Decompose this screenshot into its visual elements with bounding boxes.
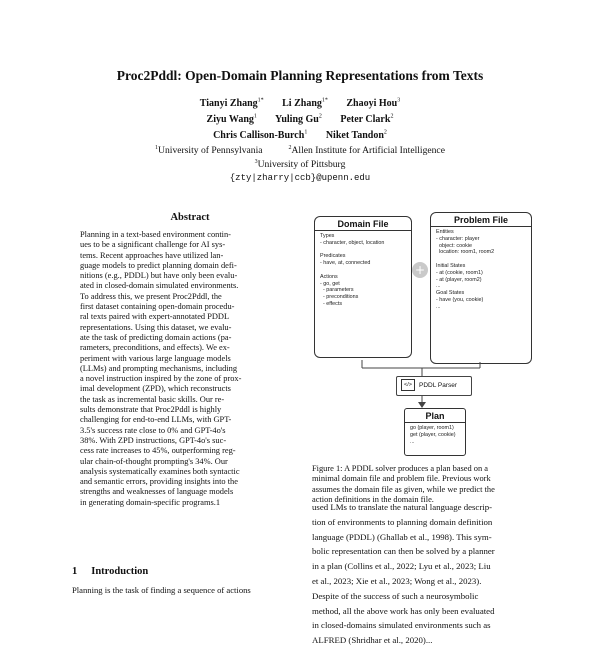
affiliation-sup: 3 xyxy=(254,158,258,165)
author-sup: 1 xyxy=(253,113,257,120)
abstract-line: imal development (ZPD), which reconstructs xyxy=(80,384,231,394)
abstract-line: periment with various large language models xyxy=(80,353,231,363)
abstract-line: challenging for end-to-end LLMs, with GPT- xyxy=(80,415,232,425)
abstract-line: nitions (e.g., PDDL) but have only been evalu- xyxy=(80,271,238,281)
affiliation-2: Allen Institute for Artificial Intelligence xyxy=(291,145,445,156)
abstract-line: analysis systematically examines both syntactic xyxy=(80,466,240,476)
body-line: bolic representation can then be solved by a planner xyxy=(312,546,495,557)
author-name: Tianyi Zhang xyxy=(199,98,258,109)
affiliation-sup: 2 xyxy=(288,144,292,151)
abstract-line: first dataset containing open-domain procedu- xyxy=(80,302,235,312)
authors-row-2 xyxy=(0,114,600,125)
abstract-line: Planning in a text-based environment contin- xyxy=(80,230,231,239)
author-name: Li Zhang xyxy=(282,98,322,109)
problem-file-content: Entities - character: player object: cookie location: room1, room2 Initial States - at (cookie, room1) - at (player, room2) ... Goal States - have (you, cookie) ... xyxy=(436,229,495,310)
plan-title: Plan xyxy=(405,409,465,423)
abstract-line: and semantic errors, providing insights into the xyxy=(80,477,238,487)
body-line: in a plan (Collins et al., 2022; Lyu et al., 2023; Liu xyxy=(312,561,491,572)
abstract-line: rameters, preconditions, and effects). We ex- xyxy=(80,343,230,353)
abstract-line: (LLMs) and prompting mechanisms, including xyxy=(80,363,238,373)
abstract-line: representations. Using this dataset, we evalu- xyxy=(80,322,232,332)
plan-box xyxy=(404,408,466,456)
body-line: language (PDDL) (Ghallab et al., 1998). This sym- xyxy=(312,531,492,542)
author-sup: 1* xyxy=(257,97,264,104)
affiliations-row-1 xyxy=(0,145,600,156)
author-sup: 1 xyxy=(304,129,308,136)
affiliation-3: University of Pittsburg xyxy=(257,159,346,170)
affiliations-row-2 xyxy=(0,159,600,170)
abstract-line: guage models to predict planning domain defi- xyxy=(80,260,237,270)
intro-heading xyxy=(72,566,148,577)
email: {zty|zharry|ccb}@upenn.edu xyxy=(229,173,371,183)
author-name: Yuling Gu xyxy=(275,114,319,125)
body-line: ALFRED (Shridhar et al., 2020)... xyxy=(312,635,433,646)
abstract-line: sults demonstrate that Proc2Pddl is highly xyxy=(80,405,222,415)
domain-file-content: Types - character, object, location Predicates - have, at, connected Actions - go, get - parameters - preconditions - effects xyxy=(320,233,385,307)
author-sup: 3 xyxy=(397,97,401,104)
caption-line: minimal domain file and problem file. Previous work xyxy=(312,474,491,484)
body-line: in closed-domains simulated environments such as xyxy=(312,620,491,631)
pddl-parser xyxy=(396,376,472,396)
domain-file-title: Domain File xyxy=(315,217,411,231)
body-line: method, all the above work has only been evaluated xyxy=(312,605,495,616)
abstract-line: 3.5's success rate close to 0% and GPT-4o's xyxy=(80,425,226,435)
abstract-line: the task as incremental basic skills. Our re- xyxy=(80,394,225,404)
author-name: Niket Tandon xyxy=(325,130,384,141)
caption-line: action definitions in the domain file. xyxy=(312,494,434,504)
plus-icon: + xyxy=(412,262,428,278)
author-name: Ziyu Wang xyxy=(206,114,254,125)
abstract-line: tems. Recent approaches have utilized lan- xyxy=(80,250,224,260)
author-sup: 2 xyxy=(390,113,394,120)
abstract-line: in generating domain-specific programs.1 xyxy=(80,497,221,507)
affiliation-1: University of Pennsylvania xyxy=(158,145,263,156)
body-line: Despite of the success of such a neurosymbolic xyxy=(312,590,479,601)
abstract-line: cess rate increases to 45%, outperforming reg- xyxy=(80,446,236,456)
author-name: Chris Callison-Burch xyxy=(213,130,305,141)
plan-content: go (player, room1) get (player, cookie) ... xyxy=(410,425,456,445)
abstract-line: To address this, we present Proc2Pddl, the xyxy=(80,291,222,301)
code-icon: </> xyxy=(401,379,415,391)
abstract-line: ues to be a significant challenge for AI sys- xyxy=(80,240,226,250)
author-name: Zhaoyi Hou xyxy=(346,98,398,109)
author-name: Peter Clark xyxy=(340,114,391,125)
caption-line: Figure 1: A PDDL solver produces a plan based on a xyxy=(312,464,488,473)
body-line: used LMs to translate the natural language descrip- xyxy=(312,502,493,512)
figure-1 xyxy=(312,212,534,457)
author-sup: 2 xyxy=(318,113,322,120)
problem-file-title: Problem File xyxy=(431,213,531,227)
author-sup: 1* xyxy=(321,97,328,104)
abstract-line: 38%. With ZPD instructions, GPT-4o's suc- xyxy=(80,435,227,445)
abstract-line: ate the task of predicting domain actions (pa- xyxy=(80,332,232,342)
author-sup: 2 xyxy=(383,129,387,136)
section-number: 1 xyxy=(72,566,78,577)
figure-caption xyxy=(312,464,534,505)
affiliation-sup: 1 xyxy=(155,144,159,151)
body-line: et al., 2023; Xie et al., 2023; Wong et al., 2023). xyxy=(312,575,482,586)
abstract-line: a novel instruction inspired by the zone of prox- xyxy=(80,374,242,384)
body-line: tion of environments to planning domain definition xyxy=(312,516,493,527)
abstract-line: strengths and weaknesses of language models xyxy=(80,487,234,497)
paper-title: Proc2Pddl: Open-Domain Planning Representations from Texts xyxy=(116,68,484,83)
abstract-line: ular chain-of-thought prompting's 34%. Our xyxy=(80,456,228,466)
abstract-heading: Abstract xyxy=(170,212,210,223)
parser-label: PDDL Parser xyxy=(419,382,458,389)
caption-line: assumes the domain file as given, while we predict the xyxy=(312,484,495,494)
right-column-text xyxy=(312,500,534,648)
authors-row-3 xyxy=(0,130,600,141)
abstract-body xyxy=(80,230,302,508)
abstract-line: ral texts paired with expert-annotated PDDL xyxy=(80,312,230,322)
section-title: Introduction xyxy=(91,566,149,577)
authors-row-1 xyxy=(0,98,600,109)
intro-first-line: Planning is the task of finding a sequence of actions xyxy=(72,585,251,595)
abstract-line: ated in closed-domain simulated environments. xyxy=(80,281,239,291)
